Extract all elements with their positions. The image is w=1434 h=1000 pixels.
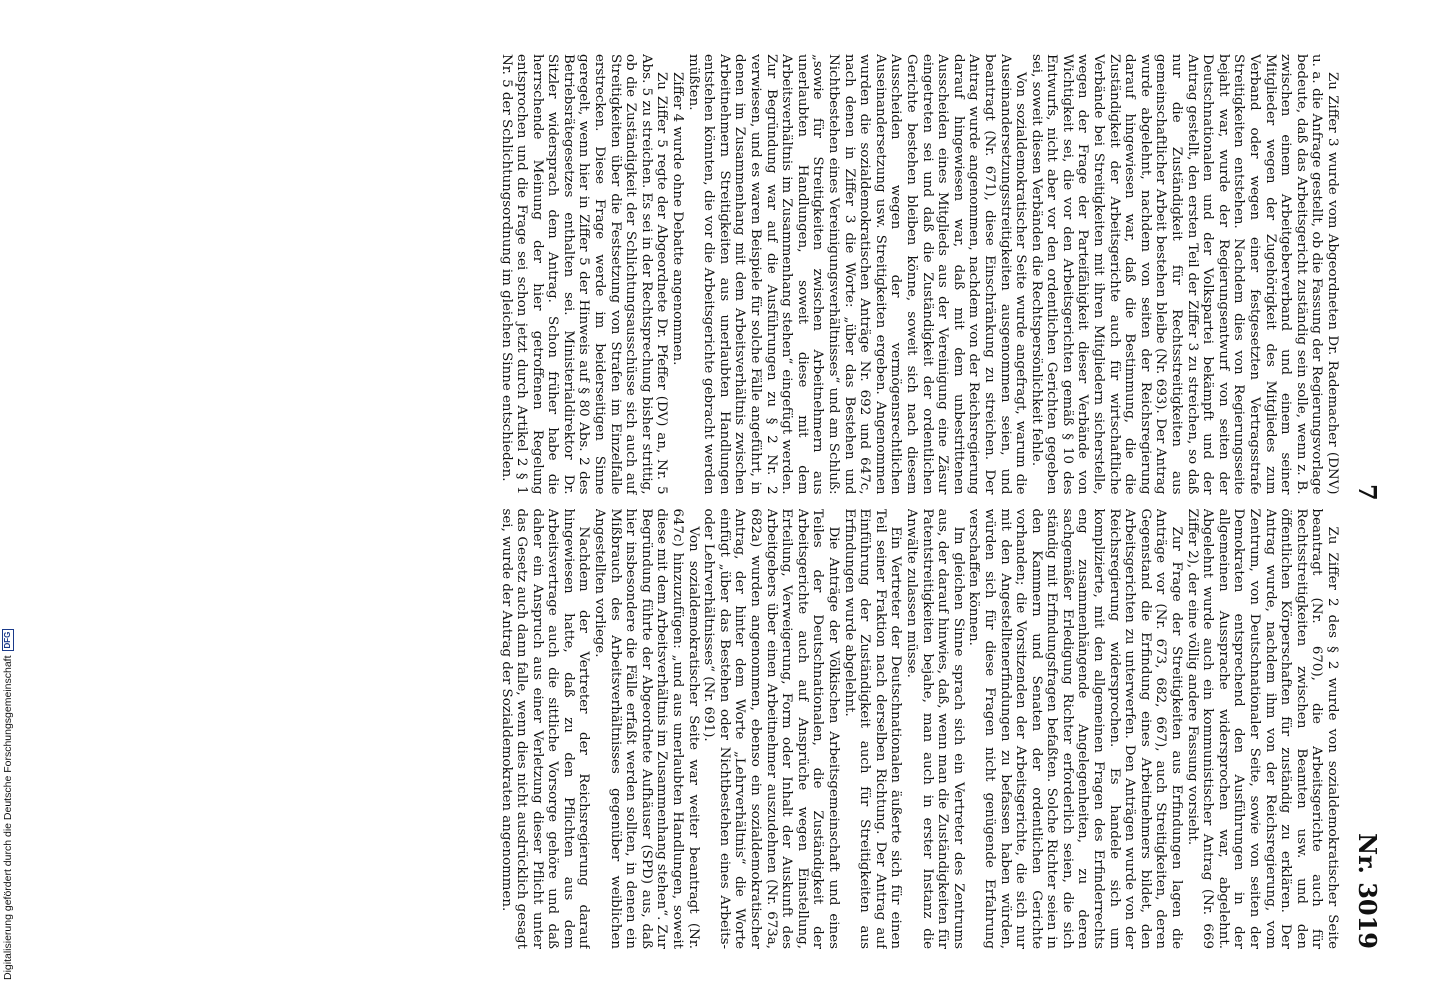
paragraph: Zur Frage der Streitigkeiten aus Erfindungen lagen die Anträge vor (Nr. 673, 682, 667), auch Streitigkeiten, deren Gegenstand die Erfindung eines Arbeitnehmers bildet, den Arbeitsgerichten zu unterwerfen. Den Anträgen wurde von der Reichsregierung widersprochen. Es handele sich um komplizierte, mit den allgemeinen Fragen des Erfinderrechts eng zusammenhängende Angelegenheiten, zu deren sachgemäßer Erledigung Richter erforderlich seien, die sich ständig mit Erfindungsfragen befaßten. Solche Richter seien in den Kammern und Senaten der ordentlichen Gerichte vorhanden; die Vorsitzenden der Arbeitsgerichte, die sich nur mit den Angestelltenerfindungen zu befassen haben würden, würden sich für diese Fragen nicht genügende Erfahrung verschaffen können. (966, 508, 1185, 949)
rotated-document (122, 34, 1392, 969)
paragraph: Nachdem der Vertreter der Reichsregierung darauf hingewiesen hatte, daß zu den Pflichten aus dem Arbeitsvertrage auch die sittliche Vorsorge gehöre und daß daher ein Anspruch aus einer Verletzung dieser Pflicht unter das Gesetz auch dann falle, wenn dies nicht ausdrücklich gesagt sei, wurde der Antrag der Sozialdemokraten angenommen. (498, 508, 592, 949)
column-right (142, 509, 1340, 950)
paragraph: Die Anträge der Völkischen Arbeitsgemeinschaft und eines Teiles der Deutschnationalen, die Zuständigkeit der Arbeitsgerichte auch auf Ansprüche wegen Einstellung, Erteilung, Verweigerung, Form oder Inhalt der Auskunft des Arbeitgebers über einen Arbeitnehmer auszudehnen (Nr. 673a, 682a) wurden angenommen, ebenso ein sozialdemokratischer Antrag, der hinter dem Worte „Lehrverhältnis“ die Worte einfügt „über das Bestehen oder Nichtbestehen eines Arbeits- oder Lehrverhältnisses“ (Nr. 691). (701, 508, 841, 949)
column-left (142, 54, 1340, 495)
page-number: 7 (1353, 484, 1382, 501)
paragraph: Zu Ziffer 5 regte der Abgeordnete Dr. Pfeffer (DV) an, Nr. 5 Abs. 5 zu streichen. Es sei in der Rechtsprechung bisher strittig, ob die Zuständigkeit der Schlichtungsausschüsse sich auch auf Streitigkeiten über die Festsetzung von Strafen im Einzelfalle erstrecken. Diese Frage werde im beiderseitigen Sinne geregelt, wenn hier in Ziffer 5 der Hinweis auf § 80 Abs. 2 des Betriebsrätegesetzes enthalten sei. Ministerialdirektor Dr. Sitzler widersprach dem Antrag. Schon früher habe die herrschende Meinung der hier getroffenen Regelung entsprochen und die Frage sei schon jetzt durch Artikel 2 § 1 Nr. 5 der Schlichtungsordnung im gleichen Sinne entschieden. (498, 54, 670, 495)
page-header (1346, 54, 1382, 949)
digitization-note (2, 10, 16, 990)
digitization-note-text: Digitalisierung gefördert durch die Deutsche Forschungsgemeinschaft (2, 655, 14, 980)
paragraph: Zu Ziffer 3 wurde vom Abgeordneten Dr. Rademacher (DNV) u. a. die Anfrage gestellt, ob die Fassung der Regierungsvorlage bedeute, daß das Arbeitsgericht zuständig sein solle, wenn z. B. zwischen einem Arbeitgeberverband und einem seiner Mitglieder wegen der Zugehörigkeit des Mitgliedes zum Verband oder wegen einer festgesetzten Vertragsstrafe Streitigkeiten entstehen. Nachdem dies von Regierungsseite bejaht war, wurde der Regierungsentwurf von seiten der Deutschnationalen und der Volkspartei bekämpft und der Antrag gestellt, den ersten Teil der Ziffer 3 zu streichen, so daß nur die Zuständigkeit für Rechtsstreitigkeiten aus gemeinschaftlicher Arbeit bestehen bleibe (Nr. 693). Der Antrag wurde abgelehnt, nachdem von seiten der Reichsregierung darauf hingewiesen war, daß die Bestimmung, die die Zuständigkeit der Arbeitsgerichte auch für wirtschaftliche Verbände bei Streitigkeiten mit ihren Mitgliedern sicherstelle, wegen der Frage der Parteifähigkeit dieser Verbände von Wichtigkeit sei, die vor den Arbeitsgerichten gemäß § 10 des Entwurfs, nicht aber vor den ordentlichen Gerichten gegeben sei, soweit diesen Verbänden die Rechtspersönlichkeit fehle. (1028, 54, 1340, 495)
paragraph: Zu Ziffer 2 des § 2 wurde von sozialdemokratischer Seite beantragt (Nr. 670), die Arbeitsgerichte auch für Rechtsstreitigkeiten zwischen Beamten usw. und den öffentlichen Körperschaften für zuständig zu erklären. Der Antrag wurde, nachdem ihm von der Reichsregierung, vom Zentrum, von Deutschnationaler Seite, sowie von seiten der Demokraten entsprechend den Ausführungen in der allgemeinen Aussprache widersprochen war, abgelehnt. Abgelehnt wurde auch ein kommunistischer Antrag (Nr. 669 Ziffer 2), der eine völlig andere Fassung vorsieht. (1184, 508, 1340, 949)
paragraph: Im gleichen Sinne sprach sich ein Vertreter des Zentrums aus, der darauf hinwies, daß, wenn man die Zuständigkeiten für Patentstreitigkeiten bejahe, man auch in erster Instanz die Anwälte zulassen müsse. (903, 508, 966, 949)
dfg-logo-icon: DFG (2, 629, 14, 652)
paragraph: Ein Vertreter der Deutschnationalen äußerte sich für einen Teil seiner Fraktion nach derselben Richtung. Der Antrag auf Einführung der Zuständigkeit auch für Streitigkeiten aus Erfindungen wurde abgelehnt. (841, 508, 904, 949)
paragraph: Von sozialdemokratischer Seite war weiter beantragt (Nr. 647c) hinzuzufügen: „und aus unerlaubten Handlungen, soweit diese mit dem Arbeitsverhältnis im Zusammenhang stehen“. Zur Begründung führte der Abgeordnete Aufhäuser (SPD) aus, daß hier insbesondere die Fälle erfaßt werden sollten, in denen ein Mißbrauch des Arbeitsverhältnisses gegenüber weiblichen Angestellten vorliege. (592, 508, 701, 949)
paragraph: Ziffer 4 wurde ohne Debatte angenommen. (670, 72, 686, 366)
text-columns (142, 54, 1340, 949)
issue-number: Nr. 3019 (1353, 833, 1382, 949)
paragraph: Von sozialdemokratischer Seite wurde angefragt, warum die Auseinandersetzungsstreitigkeiten ausgenommen seien, und beantragt (Nr. 671), diese Einschränkung zu streichen. Der Antrag wurde angenommen, nachdem von der Reichsregierung darauf hingewiesen war, daß mit dem unbestrittenen Ausscheiden eines Mitglieds aus der Vereinigung eine Zäsur eingetreten sei und daß die Zuständigkeit der ordentlichen Gerichte bestehen bleiben könne, soweit sich nach diesem Ausscheiden wegen der vermögensrechtlichen Auseinandersetzung usw. Streitigkeiten ergeben. Angenommen wurden die sozialdemokratischen Anträge Nr. 692 und 647c, nach denen in Ziffer 3 die Worte: „über das Bestehen und Nichtbestehen eines Vereinigungsverhältnisses“ und am Schluß: „sowie für Streitigkeiten zwischen Arbeitnehmern aus unerlaubten Handlungen, soweit diese mit dem Arbeitsverhältnis im Zusammenhang stehen“ eingefügt werden. Zur Begründung war auf die Ausführungen zu § 2 Nr. 2 verwiesen, und es waren Beispiele für solche Fälle angeführt, in denen im Zusammenhang mit dem Arbeitsverhältnis zwischen Arbeitnehmern Streitigkeiten aus unerlaubten Handlungen entstehen könnten, die vor die Arbeitsgerichte gebracht werden müßten. (685, 54, 1029, 495)
